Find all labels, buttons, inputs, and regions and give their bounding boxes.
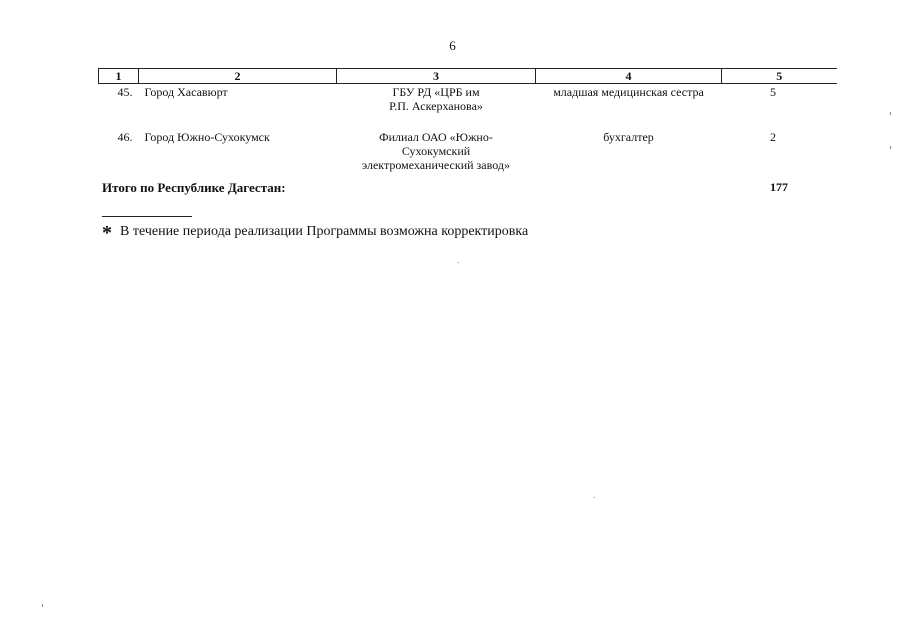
organization-line: ГБУ РД «ЦРБ им [392,85,480,99]
column-header: 5 [722,69,837,84]
table-container [98,68,836,172]
footnote-divider [102,216,192,217]
scan-speck [890,146,891,149]
profession-cell: младшая медицинская сестра [553,85,704,99]
column-header: 1 [99,69,139,84]
footnote [102,222,528,245]
table-row [99,129,837,172]
organization-cell [337,84,536,130]
row-number: 46. [117,130,133,144]
organization-cell [337,129,536,172]
column-header: 2 [139,69,337,84]
table-row [99,84,837,130]
scan-speck [42,604,43,607]
organization-line: Р.П. Аскерханова» [389,99,483,113]
total-label: Итого по Республике Дагестан: [102,180,286,195]
footnote-text: В течение периода реализации Программы возможна корректировка [120,224,529,239]
row-number: 45. [117,85,133,99]
organization-line: Сухокумский [401,144,471,158]
quantity-cell: 2 [770,130,776,144]
city-cell: Город Хасавюрт [144,85,228,99]
scan-speck [458,262,459,263]
total-value: 177 [770,180,788,194]
profession-cell: бухгалтер [603,130,654,144]
scan-speck [594,497,595,498]
column-header: 3 [337,69,536,84]
page-number: 6 [449,38,456,53]
scan-speck [890,112,891,115]
data-table [98,68,837,172]
city-cell: Город Южно-Сухокумск [144,130,270,144]
footnote-marker: * [102,222,112,244]
quantity-cell: 5 [770,85,776,99]
organization-line: электромеханический завод» [362,158,510,172]
column-header: 4 [536,69,722,84]
organization-line: Филиал ОАО «Южно- [379,130,493,144]
table-header-row [99,69,837,84]
